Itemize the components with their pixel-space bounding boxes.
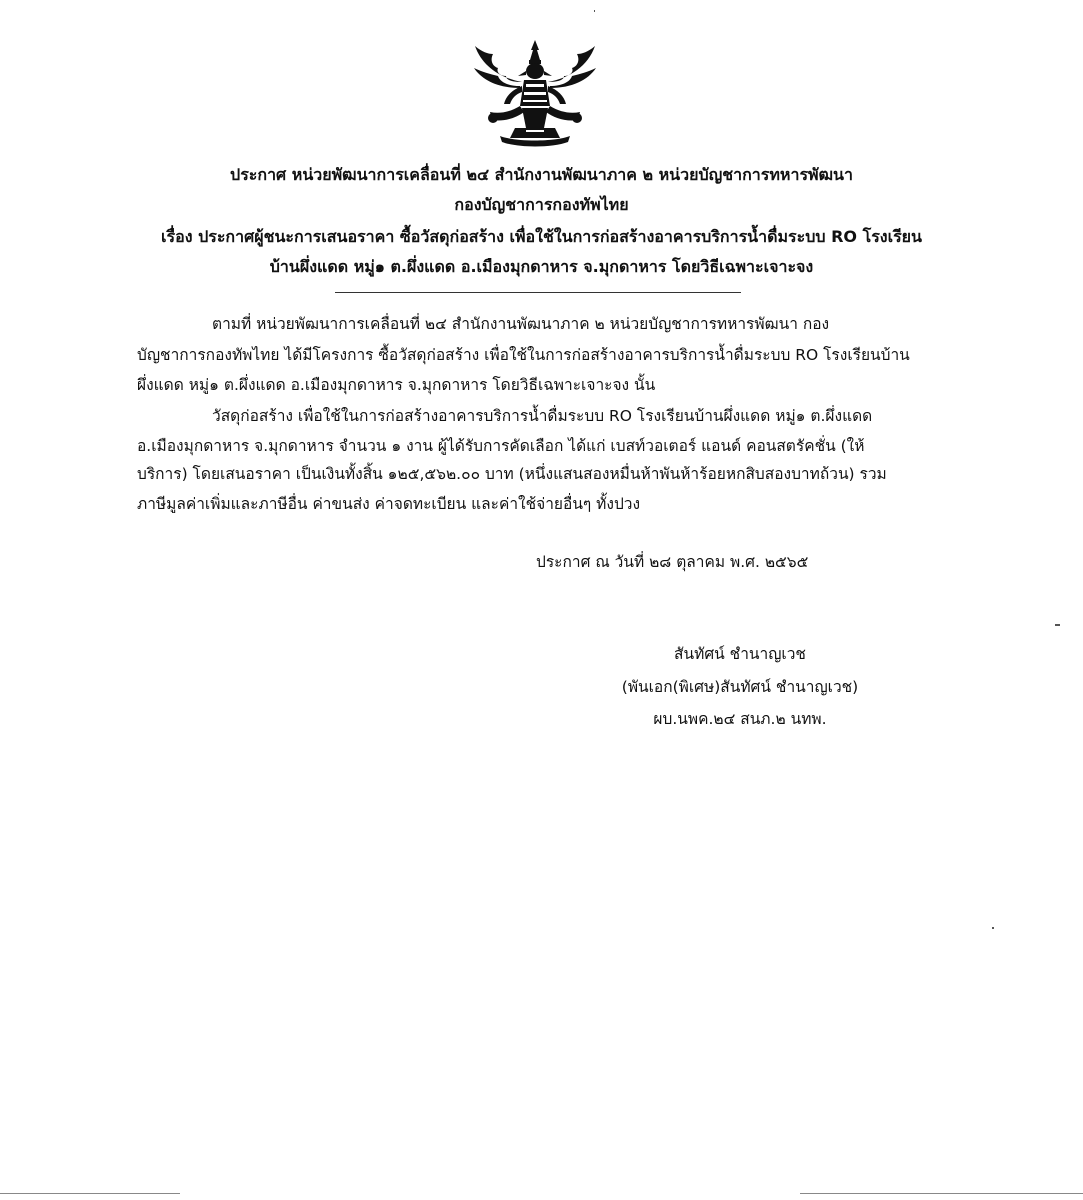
scan-speck	[594, 10, 595, 12]
paragraph-1-line-3: ผึ่งแดด หมู่๑ ต.ผึ่งแดด อ.เมืองมุกดาหาร จ.มุกดาหาร โดยวิธีเฉพาะเจาะจง นั้น	[137, 376, 656, 394]
signer-full-name: (พันเอก(พิเศษ)สันทัศน์ ชำนาญเวช)	[621, 678, 859, 696]
paragraph-2-line-1: วัสดุก่อสร้าง เพื่อใช้ในการก่อสร้างอาคารบริการน้ำดื่มระบบ RO โรงเรียนบ้านผึ่งแดด หมู่๑ ต.ผึ่งแดด	[212, 407, 873, 425]
announcement-date: ประกาศ ณ วันที่ ๒๘ ตุลาคม พ.ศ. ๒๕๖๕	[536, 553, 809, 571]
scan-speck	[1055, 624, 1060, 626]
document-title-line-2: กองบัญชาการกองทัพไทย	[454, 195, 629, 214]
paragraph-1-line-1: ตามที่ หน่วยพัฒนาการเคลื่อนที่ ๒๔ สำนักงานพัฒนาภาค ๒ หน่วยบัญชาการทหารพัฒนา กอง	[212, 315, 830, 333]
signature-name: สันทัศน์ ชำนาญเวช	[674, 645, 806, 663]
garuda-emblem-icon	[460, 38, 610, 150]
title-separator	[335, 292, 741, 293]
signer-position: ผบ.นพค.๒๔ สนภ.๒ นทพ.	[653, 710, 827, 728]
scan-edge-line	[0, 1193, 180, 1194]
paragraph-2-line-4: ภาษีมูลค่าเพิ่มและภาษีอื่น ค่าขนส่ง ค่าจดทะเบียน และค่าใช้จ่ายอื่นๆ ทั้งปวง	[137, 495, 641, 513]
document-subject-line-2: บ้านผึ่งแดด หมู่๑ ต.ผึ่งแดด อ.เมืองมุกดาหาร จ.มุกดาหาร โดยวิธีเฉพาะเจาะจง	[269, 257, 814, 276]
document-subject-line-1: เรื่อง ประกาศผู้ชนะการเสนอราคา ซื้อวัสดุก่อสร้าง เพื่อใช้ในการก่อสร้างอาคารบริการน้ำดื่มระบบ RO โรงเรียน	[161, 227, 922, 246]
scan-edge-line	[800, 1193, 1083, 1194]
paragraph-1-line-2: บัญชาการกองทัพไทย ได้มีโครงการ ซื้อวัสดุก่อสร้าง เพื่อใช้ในการก่อสร้างอาคารบริการน้ำดื่มระบบ RO โรงเรียนบ้าน	[137, 346, 910, 364]
paragraph-2-line-2: อ.เมืองมุกดาหาร จ.มุกดาหาร จำนวน ๑ งาน ผู้ได้รับการคัดเลือก ได้แก่ เบสท์วอเตอร์ แอนด์ คอนสตรัคชั่น (ให้	[137, 437, 865, 455]
paragraph-2-line-3: บริการ) โดยเสนอราคา เป็นเงินทั้งสิ้น ๑๒๕,๕๖๒.๐๐ บาท (หนึ่งแสนสองหมื่นห้าพันห้าร้อยหกสิบสองบาทถ้วน) รวม	[137, 465, 887, 483]
document-title-line-1: ประกาศ หน่วยพัฒนาการเคลื่อนที่ ๒๔ สำนักงานพัฒนาภาค ๒ หน่วยบัญชาการทหารพัฒนา	[230, 165, 853, 184]
scan-speck	[992, 927, 994, 929]
